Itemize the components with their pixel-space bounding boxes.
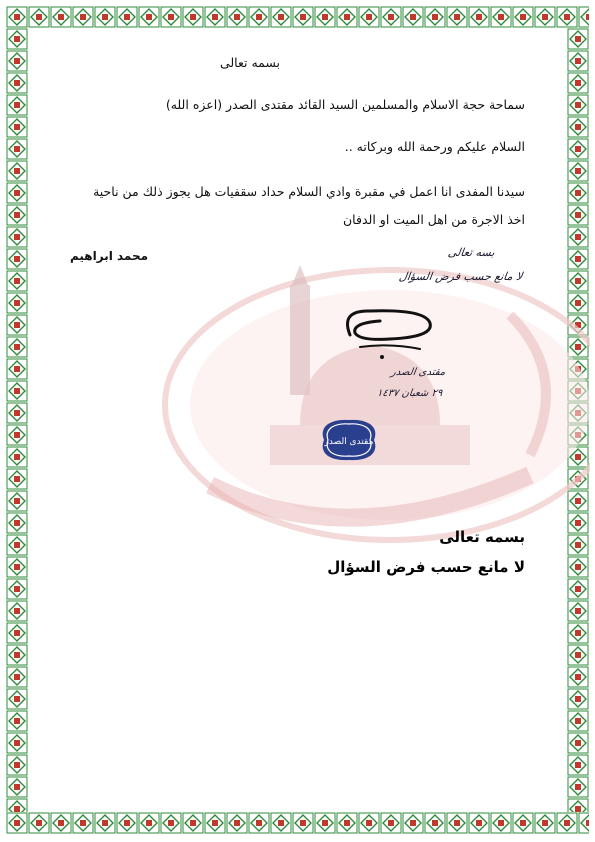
letter-question-line-1: سيدنا المفدى انا اعمل في مقبرة وادي السلام حداد سقفيات هل يجوز ذلك من ناحية <box>93 184 525 199</box>
seal-text: مقتدى الصدر <box>324 437 374 447</box>
handwritten-date: ٢٩ شعبان ١٤٣٧ <box>376 388 443 399</box>
typed-reply-text: لا مانع حسب فرض السؤال <box>327 558 525 576</box>
handwritten-name: مقتدى الصدر <box>389 367 446 378</box>
letter-question <box>65 178 525 234</box>
decorative-border-top <box>6 6 589 28</box>
letter-greeting: السلام عليكم ورحمة الله وبركاته .. <box>344 139 525 154</box>
official-seal <box>316 416 382 464</box>
signature <box>330 305 440 365</box>
decorative-border-bottom <box>6 812 589 834</box>
decorative-border-left <box>6 28 28 812</box>
letter-question-line-2: اخذ الاجرة من اهل الميت او الدفان <box>343 212 525 227</box>
handwritten-text: لا مانع حسب فرض السؤال <box>397 270 523 283</box>
handwritten-title: بسه تعالى <box>447 246 496 259</box>
letter-address: سماحة حجة الاسلام والمسلمين السيد القائد مقتدى الصدر (اعزه الله) <box>165 97 525 112</box>
letter-sender: محمد ابراهيم <box>70 249 149 263</box>
letter-basmala: بسمه تعالى <box>219 55 281 70</box>
typed-reply-title: بسمه تعالى <box>439 528 525 546</box>
